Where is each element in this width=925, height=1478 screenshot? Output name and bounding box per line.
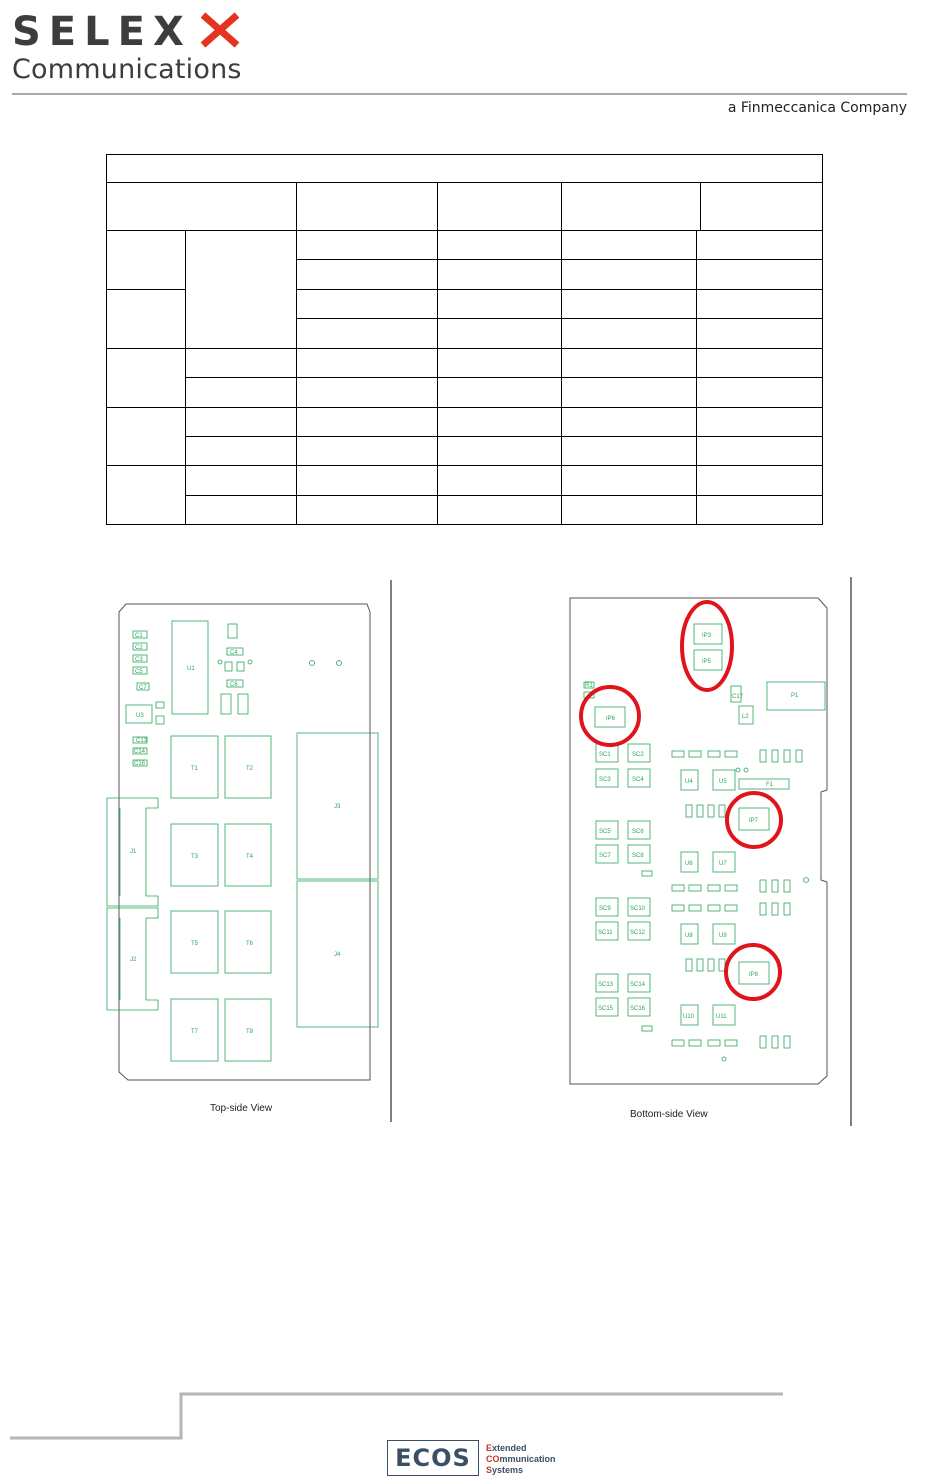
svg-text:T7: T7: [191, 1029, 199, 1035]
svg-text:SC1: SC1: [599, 752, 611, 758]
svg-text:C6: C6: [230, 682, 238, 688]
svg-text:T5: T5: [191, 941, 199, 947]
svg-text:SC10: SC10: [630, 906, 646, 912]
svg-text:J1: J1: [130, 849, 137, 855]
svg-text:R1: R1: [585, 683, 593, 689]
svg-text:SC13: SC13: [598, 982, 614, 988]
svg-text:SC5: SC5: [599, 829, 611, 835]
svg-text:C17: C17: [732, 694, 744, 700]
svg-text:U9: U9: [719, 933, 727, 939]
svg-text:C14: C14: [134, 749, 146, 755]
svg-text:U7: U7: [719, 861, 727, 867]
svg-text:F1: F1: [766, 782, 774, 788]
svg-text:C1: C1: [135, 633, 143, 639]
header-divider: [12, 93, 907, 95]
svg-text:IP7: IP7: [749, 818, 759, 824]
svg-text:C16: C16: [134, 761, 146, 767]
ecos-logo: [387, 1440, 479, 1476]
svg-text:U5: U5: [719, 779, 727, 785]
svg-text:T2: T2: [246, 766, 254, 772]
svg-text:P1: P1: [791, 693, 799, 699]
svg-text:T1: T1: [191, 766, 199, 772]
selex-subtitle: Communications: [12, 54, 242, 85]
selex-brand-text: SELEX: [12, 12, 192, 48]
svg-text:SC3: SC3: [599, 777, 611, 783]
svg-text:T8: T8: [246, 1029, 254, 1035]
svg-text:SC7: SC7: [599, 853, 611, 859]
selex-logo: [12, 12, 242, 53]
svg-text:U1: U1: [187, 666, 195, 672]
ecos-logo-text: ECOS: [395, 1444, 471, 1472]
svg-text:U8: U8: [685, 933, 693, 939]
svg-text:C3: C3: [135, 657, 143, 663]
svg-text:U10: U10: [683, 1014, 695, 1020]
svg-text:U6: U6: [685, 861, 693, 867]
svg-text:SC16: SC16: [630, 1006, 646, 1012]
svg-text:SC12: SC12: [630, 930, 646, 936]
svg-text:L2: L2: [742, 714, 749, 720]
bottom-side-caption: Bottom-side View: [630, 1109, 708, 1120]
highlight-ip3-ip5: [682, 602, 732, 690]
svg-text:T3: T3: [191, 854, 199, 860]
svg-text:SC2: SC2: [632, 752, 644, 758]
svg-text:C13: C13: [136, 738, 148, 744]
svg-text:IP8: IP8: [749, 972, 759, 978]
svg-text:U4: U4: [685, 779, 693, 785]
footer-rule: [0, 1385, 925, 1445]
svg-text:C7: C7: [139, 685, 147, 691]
svg-text:C5: C5: [135, 669, 143, 675]
svg-text:J4: J4: [334, 952, 341, 958]
top-side-board: [107, 604, 378, 1114]
svg-text:SC8: SC8: [632, 853, 644, 859]
svg-text:U11: U11: [716, 1014, 727, 1020]
company-tagline: a Finmeccanica Company: [727, 100, 907, 116]
svg-text:SC14: SC14: [630, 982, 646, 988]
svg-text:SC9: SC9: [599, 906, 611, 912]
svg-text:IP3: IP3: [702, 633, 712, 639]
svg-text:T6: T6: [246, 941, 254, 947]
svg-text:SC15: SC15: [598, 1006, 614, 1012]
svg-text:U3: U3: [136, 713, 144, 719]
blank-table: [106, 154, 824, 531]
svg-text:C2: C2: [135, 645, 143, 651]
svg-text:C4: C4: [230, 650, 238, 656]
svg-text:SC11: SC11: [598, 930, 613, 936]
pcb-layout-figures: [0, 560, 925, 1130]
top-side-caption: Top-side View: [210, 1103, 273, 1114]
svg-text:IP5: IP5: [702, 659, 712, 665]
bottom-side-board: [570, 598, 827, 1120]
svg-text:T4: T4: [246, 854, 254, 860]
svg-text:J3: J3: [334, 804, 341, 810]
svg-text:IP6: IP6: [606, 716, 616, 722]
ecos-expansion: Extended COmmunication Systems: [486, 1443, 556, 1475]
svg-text:SC6: SC6: [632, 829, 644, 835]
svg-text:J2: J2: [130, 957, 137, 963]
svg-text:SC4: SC4: [632, 777, 644, 783]
